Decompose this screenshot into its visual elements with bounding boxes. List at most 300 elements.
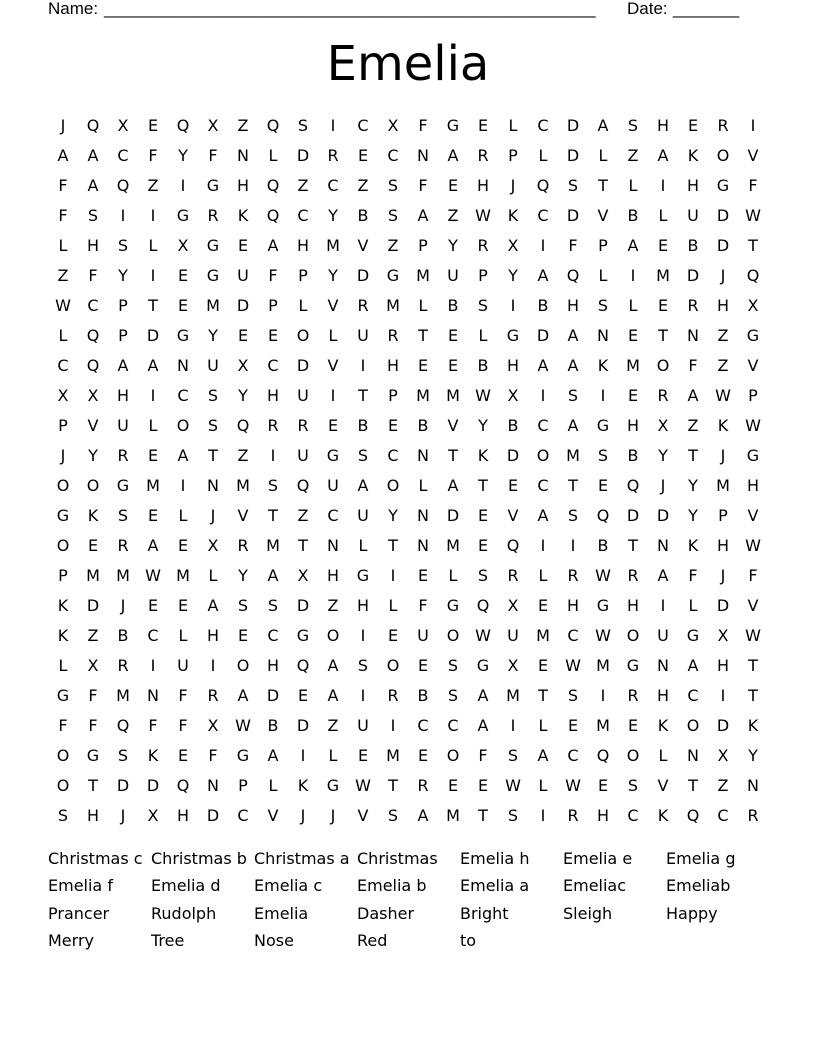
- grid-letter: D: [626, 506, 640, 525]
- grid-letter: A: [177, 446, 189, 465]
- grid-letter: R: [417, 776, 429, 795]
- grid-letter: M: [656, 266, 670, 285]
- grid-letter: S: [207, 386, 219, 405]
- grid-letter: E: [567, 716, 579, 735]
- grid-letter: P: [58, 416, 68, 435]
- grid-letter: N: [687, 746, 699, 765]
- grid-letter: H: [626, 416, 640, 435]
- grid-letter: S: [387, 806, 399, 825]
- grid-letter: L: [538, 146, 548, 165]
- grid-letter: H: [716, 296, 730, 315]
- grid-letter: S: [357, 656, 369, 675]
- grid-letter: G: [236, 746, 250, 765]
- grid-letter: N: [657, 536, 669, 555]
- grid-letter: I: [660, 176, 666, 195]
- word-bank-item: Emelia a: [460, 876, 530, 896]
- grid-letter: E: [447, 356, 459, 375]
- grid-letter: Z: [357, 176, 369, 195]
- grid-letter: P: [118, 296, 128, 315]
- grid-letter: U: [357, 506, 369, 525]
- grid-letter: C: [267, 356, 279, 375]
- word-bank-item: Christmas b: [151, 849, 247, 868]
- grid-letter: E: [417, 656, 429, 675]
- grid-letter: D: [716, 596, 730, 615]
- grid-letter: U: [297, 386, 309, 405]
- grid-letter: T: [388, 776, 398, 795]
- grid-letter: F: [58, 206, 68, 225]
- grid-letter: G: [206, 176, 220, 195]
- grid-letter: I: [600, 386, 606, 405]
- grid-letter: R: [747, 806, 759, 825]
- grid-letter: G: [506, 326, 520, 345]
- grid-letter: Z: [147, 176, 159, 195]
- grid-letter: M: [416, 266, 430, 285]
- grid-letter: S: [567, 386, 579, 405]
- grid-letter: C: [387, 146, 399, 165]
- grid-letter: I: [150, 656, 156, 675]
- grid-letter: B: [417, 686, 429, 705]
- grid-letter: K: [507, 206, 519, 225]
- grid-letter: N: [417, 536, 429, 555]
- grid-letter: Q: [116, 176, 130, 195]
- grid-letter: A: [537, 356, 549, 375]
- grid-letter: L: [448, 566, 458, 585]
- grid-letter: F: [178, 716, 188, 735]
- grid-letter: A: [87, 176, 99, 195]
- grid-letter: A: [567, 416, 579, 435]
- grid-letter: R: [627, 686, 639, 705]
- grid-letter: V: [267, 806, 279, 825]
- grid-letter: S: [267, 476, 279, 495]
- grid-letter: I: [390, 716, 396, 735]
- grid-letter: E: [177, 536, 189, 555]
- grid-letter: P: [58, 566, 68, 585]
- grid-letter: S: [627, 776, 639, 795]
- grid-letter: F: [208, 746, 218, 765]
- grid-letter: K: [147, 746, 159, 765]
- grid-letter: R: [477, 236, 489, 255]
- grid-letter: R: [567, 566, 579, 585]
- word-bank: [48, 845, 769, 954]
- grid-letter: Q: [176, 116, 190, 135]
- date-label: Date:: [627, 0, 668, 18]
- grid-letter: F: [688, 356, 698, 375]
- grid-letter: W: [745, 626, 761, 645]
- grid-letter: W: [745, 206, 761, 225]
- grid-letter: J: [120, 806, 126, 825]
- grid-letter: D: [716, 236, 730, 255]
- grid-letter: M: [446, 386, 460, 405]
- grid-letter: K: [657, 716, 669, 735]
- grid-letter: U: [357, 326, 369, 345]
- grid-letter: I: [330, 386, 336, 405]
- grid-letter: E: [597, 776, 609, 795]
- grid-letter: M: [446, 536, 460, 555]
- grid-letter: X: [177, 236, 189, 255]
- word-bank-item: Christmas: [357, 849, 438, 868]
- grid-letter: T: [628, 536, 638, 555]
- grid-letter: M: [116, 566, 130, 585]
- grid-letter: G: [626, 656, 640, 675]
- grid-letter: K: [657, 806, 669, 825]
- grid-letter: T: [298, 536, 308, 555]
- grid-letter: N: [747, 776, 759, 795]
- grid-letter: E: [507, 476, 519, 495]
- grid-letter: A: [567, 326, 579, 345]
- grid-letter: M: [566, 446, 580, 465]
- grid-letter: I: [150, 206, 156, 225]
- grid-letter: Y: [478, 416, 488, 435]
- grid-letter: V: [237, 506, 249, 525]
- grid-letter: R: [717, 116, 729, 135]
- grid-letter: E: [327, 416, 339, 435]
- grid-letter: N: [687, 326, 699, 345]
- grid-letter: T: [478, 806, 488, 825]
- grid-letter: A: [327, 656, 339, 675]
- grid-letter: Y: [328, 206, 338, 225]
- grid-letter: A: [417, 206, 429, 225]
- grid-letter: H: [326, 566, 340, 585]
- grid-letter: I: [510, 296, 516, 315]
- grid-letter: E: [417, 566, 429, 585]
- grid-letter: X: [507, 386, 519, 405]
- grid-letter: L: [58, 326, 68, 345]
- grid-letter: R: [327, 146, 339, 165]
- grid-letter: L: [598, 266, 608, 285]
- grid-letter: A: [687, 386, 699, 405]
- grid-letter: C: [327, 176, 339, 195]
- grid-letter: J: [60, 116, 66, 135]
- grid-letter: J: [60, 446, 66, 465]
- grid-letter: D: [116, 776, 130, 795]
- grid-letter: V: [447, 416, 459, 435]
- grid-letter: C: [147, 626, 159, 645]
- grid-letter: W: [475, 626, 491, 645]
- grid-letter: V: [597, 206, 609, 225]
- grid-letter: J: [720, 446, 726, 465]
- grid-letter: P: [748, 386, 758, 405]
- grid-letter: A: [237, 686, 249, 705]
- grid-letter: E: [447, 326, 459, 345]
- grid-letter: W: [715, 386, 731, 405]
- grid-letter: K: [237, 206, 249, 225]
- grid-letter: H: [716, 536, 730, 555]
- grid-letter: J: [330, 806, 336, 825]
- grid-letter: E: [147, 446, 159, 465]
- grid-letter: M: [386, 296, 400, 315]
- grid-letter: B: [627, 206, 639, 225]
- word-bank-item: Rudolph: [151, 903, 217, 923]
- grid-letter: I: [300, 746, 306, 765]
- word-bank-item: to: [460, 930, 477, 950]
- grid-letter: L: [628, 176, 638, 195]
- grid-letter: K: [687, 146, 699, 165]
- grid-letter: K: [297, 776, 309, 795]
- grid-letter: P: [718, 506, 728, 525]
- grid-letter: I: [210, 656, 216, 675]
- grid-letter: I: [540, 386, 546, 405]
- grid-letter: A: [267, 236, 279, 255]
- grid-letter: A: [267, 746, 279, 765]
- grid-letter: F: [478, 746, 488, 765]
- grid-letter: R: [267, 416, 279, 435]
- grid-letter: G: [86, 746, 100, 765]
- grid-letter: H: [656, 686, 670, 705]
- grid-letter: M: [596, 716, 610, 735]
- grid-letter: T: [208, 446, 218, 465]
- name-blank-line: ____________________________________________________: [104, 0, 596, 18]
- grid-letter: C: [717, 806, 729, 825]
- grid-letter: K: [477, 446, 489, 465]
- grid-letter: L: [268, 146, 278, 165]
- grid-letter: G: [326, 446, 340, 465]
- grid-letter: W: [505, 776, 521, 795]
- grid-letter: D: [146, 326, 160, 345]
- grid-letter: Q: [596, 506, 610, 525]
- grid-letter: J: [210, 506, 216, 525]
- grid-letter: T: [688, 776, 698, 795]
- grid-letter: I: [630, 266, 636, 285]
- grid-letter: W: [235, 716, 251, 735]
- grid-letter: E: [657, 236, 669, 255]
- grid-letter: T: [538, 686, 548, 705]
- grid-letter: S: [87, 206, 99, 225]
- grid-letter: K: [57, 596, 69, 615]
- grid-letter: A: [417, 806, 429, 825]
- grid-letter: Q: [86, 326, 100, 345]
- grid-letter: N: [417, 146, 429, 165]
- grid-letter: R: [657, 386, 669, 405]
- grid-letter: S: [267, 596, 279, 615]
- grid-letter: C: [327, 506, 339, 525]
- grid-letter: G: [206, 236, 220, 255]
- grid-letter: E: [357, 746, 369, 765]
- grid-letter: E: [147, 116, 159, 135]
- grid-letter: O: [386, 476, 400, 495]
- grid-letter: E: [177, 746, 189, 765]
- grid-letter: Z: [717, 356, 729, 375]
- grid-letter: L: [148, 236, 158, 255]
- grid-letter: D: [446, 506, 460, 525]
- grid-letter: I: [390, 566, 396, 585]
- grid-letter: H: [296, 236, 310, 255]
- grid-letter: P: [298, 266, 308, 285]
- grid-letter: Q: [686, 806, 700, 825]
- grid-letter: X: [657, 416, 669, 435]
- grid-letter: L: [388, 596, 398, 615]
- grid-letter: E: [627, 716, 639, 735]
- grid-letter: L: [538, 716, 548, 735]
- word-bank-item: Bright: [460, 903, 509, 923]
- grid-letter: Q: [596, 746, 610, 765]
- grid-letter: Y: [448, 236, 458, 255]
- grid-letter: A: [687, 656, 699, 675]
- grid-letter: A: [537, 266, 549, 285]
- grid-letter: E: [417, 356, 429, 375]
- grid-letter: B: [357, 416, 369, 435]
- grid-letter: W: [595, 626, 611, 645]
- grid-letter: C: [417, 716, 429, 735]
- grid-letter: E: [357, 146, 369, 165]
- grid-letter: J: [660, 476, 666, 495]
- grid-letter: N: [237, 146, 249, 165]
- grid-letter: T: [88, 776, 98, 795]
- grid-letter: R: [567, 806, 579, 825]
- grid-letter: P: [418, 236, 428, 255]
- grid-letter: O: [56, 746, 70, 765]
- grid-letter: N: [207, 776, 219, 795]
- grid-letter: C: [447, 716, 459, 735]
- grid-letter: R: [117, 656, 129, 675]
- grid-letter: I: [540, 806, 546, 825]
- grid-letter: I: [360, 356, 366, 375]
- grid-letter: A: [447, 476, 459, 495]
- grid-letter: B: [357, 206, 369, 225]
- grid-letter: C: [297, 206, 309, 225]
- grid-letter: F: [568, 236, 578, 255]
- grid-letter: E: [477, 116, 489, 135]
- grid-letter: G: [356, 566, 370, 585]
- grid-letter: V: [507, 506, 519, 525]
- grid-letter: O: [296, 326, 310, 345]
- grid-letter: C: [237, 806, 249, 825]
- word-bank-item: Emelia d: [151, 876, 221, 896]
- grid-letter: R: [627, 566, 639, 585]
- grid-letter: U: [447, 266, 459, 285]
- grid-letter: G: [446, 116, 460, 135]
- grid-letter: U: [207, 356, 219, 375]
- grid-letter: J: [120, 596, 126, 615]
- grid-letter: X: [57, 386, 69, 405]
- grid-letter: I: [540, 236, 546, 255]
- grid-letter: G: [686, 626, 700, 645]
- grid-letter: L: [328, 746, 338, 765]
- grid-letter: L: [208, 566, 218, 585]
- grid-letter: D: [716, 716, 730, 735]
- grid-letter: G: [176, 326, 190, 345]
- grid-letter: E: [477, 506, 489, 525]
- grid-letter: M: [386, 746, 400, 765]
- grid-letter: G: [596, 596, 610, 615]
- grid-letter: Z: [717, 326, 729, 345]
- grid-letter: G: [596, 416, 610, 435]
- grid-letter: N: [327, 536, 339, 555]
- grid-letter: T: [568, 476, 578, 495]
- grid-letter: D: [146, 776, 160, 795]
- grid-letter: T: [748, 656, 758, 675]
- grid-letter: L: [598, 146, 608, 165]
- grid-letter: Z: [387, 236, 399, 255]
- grid-letter: G: [716, 176, 730, 195]
- grid-letter: S: [567, 686, 579, 705]
- grid-letter: T: [358, 386, 368, 405]
- grid-letter: H: [266, 656, 280, 675]
- grid-letter: A: [597, 116, 609, 135]
- grid-letter: C: [537, 116, 549, 135]
- grid-letter: O: [686, 716, 700, 735]
- grid-letter: F: [178, 686, 188, 705]
- grid-letter: X: [87, 386, 99, 405]
- grid-letter: L: [538, 776, 548, 795]
- word-bank-item: Dasher: [357, 903, 415, 923]
- grid-letter: M: [206, 296, 220, 315]
- grid-letter: E: [177, 596, 189, 615]
- grid-letter: Q: [746, 266, 760, 285]
- grid-letter: W: [145, 566, 161, 585]
- grid-letter: P: [478, 266, 488, 285]
- grid-letter: Y: [238, 566, 248, 585]
- grid-letter: S: [297, 116, 309, 135]
- grid-letter: E: [537, 656, 549, 675]
- grid-letter: S: [117, 506, 129, 525]
- word-bank-item: Prancer: [48, 903, 110, 923]
- grid-letter: C: [537, 476, 549, 495]
- grid-letter: T: [418, 326, 428, 345]
- grid-letter: Z: [627, 146, 639, 165]
- grid-letter: F: [688, 566, 698, 585]
- grid-letter: S: [57, 806, 69, 825]
- grid-letter: C: [567, 626, 579, 645]
- grid-letter: A: [357, 476, 369, 495]
- grid-letter: D: [296, 356, 310, 375]
- grid-letter: Q: [536, 176, 550, 195]
- grid-letter: E: [687, 116, 699, 135]
- grid-letter: H: [656, 116, 670, 135]
- grid-letter: B: [627, 446, 639, 465]
- grid-letter: S: [447, 686, 459, 705]
- grid-letter: Y: [658, 446, 668, 465]
- grid-letter: Y: [118, 266, 128, 285]
- grid-letter: M: [536, 626, 550, 645]
- grid-letter: I: [570, 536, 576, 555]
- grid-letter: R: [477, 146, 489, 165]
- grid-letter: B: [117, 626, 129, 645]
- grid-letter: A: [477, 716, 489, 735]
- grid-letter: X: [117, 116, 129, 135]
- grid-letter: Q: [566, 266, 580, 285]
- word-bank-item: Emelia e: [563, 849, 633, 868]
- grid-letter: L: [58, 656, 68, 675]
- grid-letter: A: [477, 686, 489, 705]
- grid-letter: I: [720, 686, 726, 705]
- grid-letter: T: [388, 536, 398, 555]
- grid-letter: M: [266, 536, 280, 555]
- grid-letter: U: [687, 206, 699, 225]
- grid-letter: X: [507, 596, 519, 615]
- grid-letter: C: [537, 206, 549, 225]
- grid-letter: Q: [176, 776, 190, 795]
- grid-letter: E: [387, 626, 399, 645]
- grid-letter: V: [657, 776, 669, 795]
- grid-letter: E: [237, 236, 249, 255]
- grid-letter: I: [150, 386, 156, 405]
- grid-letter: K: [717, 416, 729, 435]
- grid-letter: H: [86, 236, 100, 255]
- grid-letter: O: [626, 746, 640, 765]
- grid-letter: J: [720, 266, 726, 285]
- grid-letter: E: [627, 386, 639, 405]
- grid-letter: V: [747, 146, 759, 165]
- grid-letter: G: [446, 596, 460, 615]
- grid-letter: O: [446, 626, 460, 645]
- grid-letter: N: [207, 476, 219, 495]
- grid-letter: H: [176, 806, 190, 825]
- grid-letter: U: [117, 416, 129, 435]
- grid-letter: Q: [236, 416, 250, 435]
- grid-letter: A: [87, 146, 99, 165]
- grid-letter: D: [206, 806, 220, 825]
- grid-letter: W: [745, 536, 761, 555]
